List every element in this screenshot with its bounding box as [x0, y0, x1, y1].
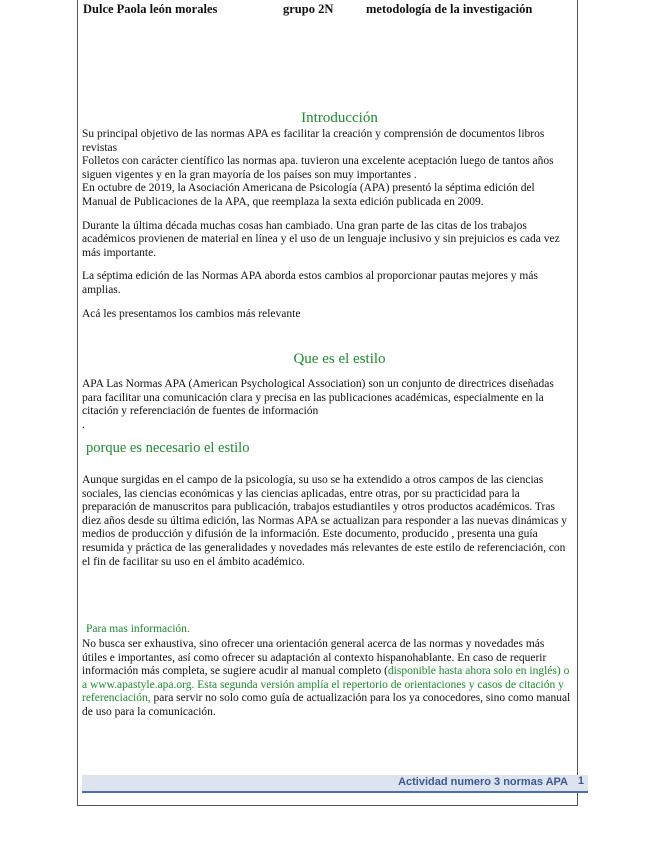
footer-label: Actividad numero 3 normas APA [398, 776, 568, 788]
intro-paragraph: Acá les presentamos los cambios más relevante [82, 307, 301, 320]
more-info-body [82, 638, 572, 720]
style-dot: . [82, 418, 85, 431]
intro-paragraph: siguen vigentes y en la gran mayoría de los países son muy importantes . [82, 168, 417, 181]
footer-bar [82, 775, 588, 793]
more-info-paragraph [82, 638, 572, 720]
more-info-title: Para mas información. [86, 623, 190, 635]
header-group: grupo 2N [283, 2, 334, 16]
style-section-body [82, 378, 572, 432]
intro-body [82, 128, 572, 321]
page-number: 1 [577, 775, 584, 787]
more-info-text-green: disponible hasta ahora solo en inglés) o a www.apastyle.apa.org. Esta segunda versión amplía el repertorio de orientaciones y casos de citación y referenciación, [82, 665, 570, 705]
intro-paragraph: Durante la última década muchas cosas han cambiado. Una gran parte de las citas de los trabajos académicos provienen de material en línea y el uso de un lenguaje inclusivo y sin prejuicios es cada vez más importante. [82, 219, 560, 259]
intro-title: Introducción [301, 110, 378, 126]
more-info-text-b: para servir no solo como guía de actualización para los ya conocedores, sino como manual de uso para la comunicación. [82, 692, 571, 718]
header-author: Dulce Paola león morales [83, 2, 218, 16]
intro-paragraph: La séptima edición de las Normas APA aborda estos cambios al proporcionar pautas mejores y más amplias. [82, 270, 538, 296]
intro-paragraph: En octubre de 2019, la Asociación Americana de Psicología (APA) presentó la séptima edición del Manual de Publicaciones de la APA, que reemplaza la sexta edición publicada en 2009. [82, 182, 535, 208]
style-section-title: Que es el estilo [293, 351, 386, 367]
why-paragraph: Aunque surgidas en el campo de la psicología, su uso se ha extendido a otros campos de las ciencias sociales, las ciencias económicas y las ciencias aplicadas, entre otras, por su practicidad para la preparación de manuscritos para publicación, trabajos estudiantiles y otros productos académicos. Tras diez años desde su última edición, las Normas APA se actualizan para responder a las nuevas dinámicas y medios de producción y difusión de la información. Este documento, producido , presenta una guía resumida y práctica de las generalidades y novedades más relevantes de este estilo de referenciación, con el fin de facilitar su uso en el ámbito académico. [82, 474, 567, 568]
header-subject: metodología de la investigación [366, 2, 533, 16]
intro-paragraph: Folletos con carácter científico las normas apa. tuvieron una excelente aceptación luego de tantos años [82, 155, 554, 168]
intro-paragraph: Su principal objetivo de las normas APA es facilitar la creación y comprensión de documentos libros revistas [82, 128, 545, 154]
why-section-title: porque es necesario el estilo [86, 440, 250, 456]
more-info-text-a: No busca ser exhaustiva, sino ofrecer una orientación general acerca de las normas y novedades más útiles e importantes, así como ofrecer su adaptación al contexto hispanohablante. En caso de requerir información más completa, se sugiere acudir al manual completo ( [82, 638, 547, 678]
style-paragraph: APA Las Normas APA (American Psychological Association) son un conjunto de directrices diseñadas para facilitar una comunicación clara y precisa en las publicaciones académicas, especialmente en la citación y referenciación de fuentes de información [82, 378, 554, 418]
why-section-body [82, 474, 572, 569]
